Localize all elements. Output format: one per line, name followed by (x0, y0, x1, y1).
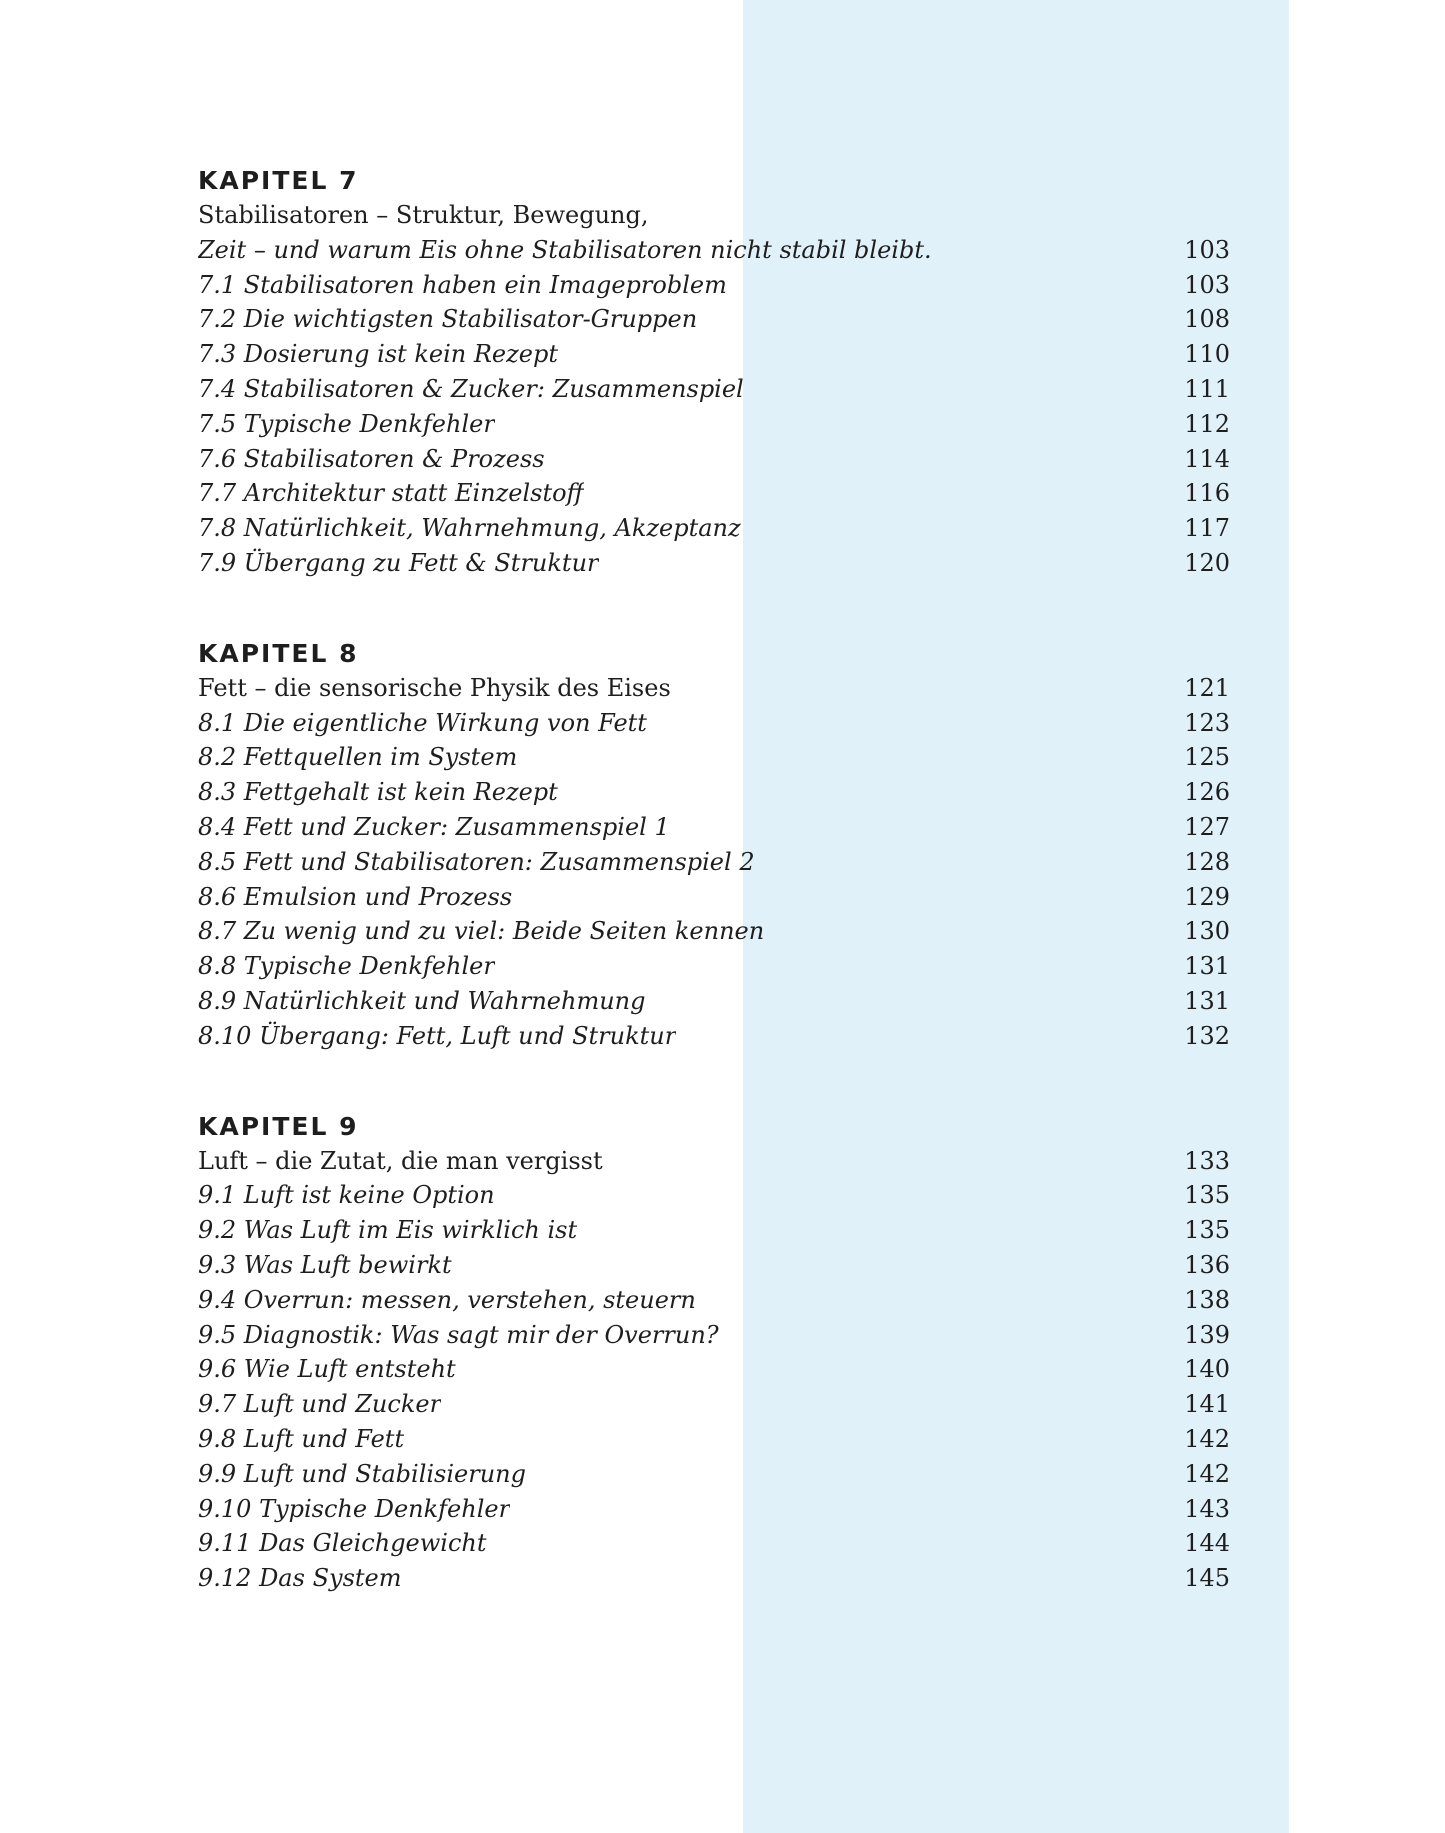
toc-entry (198, 511, 1230, 546)
page-number: 142 (1184, 1424, 1230, 1453)
toc-entry (198, 1352, 1230, 1387)
page-number: 129 (1184, 882, 1230, 911)
toc-entry (198, 337, 1230, 372)
chapter-label: KAPITEL 7 (198, 166, 359, 195)
toc-entry (198, 949, 1230, 984)
toc-entry (198, 1178, 1230, 1213)
page-number: 117 (1184, 514, 1230, 543)
page-number: 120 (1184, 548, 1230, 577)
entry-title: 7.9 Übergang zu Fett & Struktur (198, 548, 599, 577)
toc-entry (198, 914, 1230, 949)
entry-title: 9.10 Typische Denkfehler (198, 1494, 511, 1523)
entry-title: 8.10 Übergang: Fett, Luft und Struktur (198, 1021, 677, 1050)
entry-title: 7.2 Die wichtigsten Stabilisator-Gruppen (198, 305, 698, 334)
entry-title: 9.4 Overrun: messen, verstehen, steuern (198, 1285, 696, 1314)
page-number: 111 (1184, 374, 1230, 403)
entry-title: 8.4 Fett und Zucker: Zusammenspiel 1 (198, 812, 670, 841)
page-number: 143 (1184, 1494, 1230, 1523)
entry-title: 9.5 Diagnostik: Was sagt mir der Overrun? (198, 1320, 719, 1349)
page-number: 127 (1184, 812, 1230, 841)
page-number: 123 (1184, 708, 1230, 737)
page-number: 116 (1184, 479, 1230, 508)
toc-entry (198, 442, 1230, 477)
entry-title: 8.7 Zu wenig und zu viel: Beide Seiten kennen (198, 917, 765, 946)
chapter-title-text: Luft – die Zutat, die man vergisst (198, 1146, 603, 1175)
toc-entry (198, 1213, 1230, 1248)
toc-entry (198, 845, 1230, 880)
entry-title: 8.8 Typische Denkfehler (198, 952, 495, 981)
page-number: 110 (1184, 340, 1230, 369)
page-number: 136 (1184, 1250, 1230, 1279)
table-of-contents (198, 160, 1230, 1654)
entry-title: 9.9 Luft und Stabilisierung (198, 1459, 526, 1488)
chapter-8 (198, 639, 1230, 1054)
entry-title: 9.11 Das Gleichgewicht (198, 1529, 487, 1558)
chapter-title-line (198, 233, 1230, 268)
page-number: 131 (1184, 952, 1230, 981)
page-number: 140 (1184, 1355, 1230, 1384)
entry-title: 9.2 Was Luft im Eis wirklich ist (198, 1216, 578, 1245)
entry-title: 7.6 Stabilisatoren & Prozess (198, 444, 545, 473)
entry-title: 8.9 Natürlichkeit und Wahrnehmung (198, 986, 646, 1015)
toc-entry (198, 1318, 1230, 1353)
page-number: 138 (1184, 1285, 1230, 1314)
page-number: 128 (1184, 847, 1230, 876)
toc-entry (198, 407, 1230, 442)
entry-title: 9.6 Wie Luft entsteht (198, 1355, 456, 1384)
entry-title: 8.6 Emulsion und Prozess (198, 882, 513, 911)
toc-entry (198, 1492, 1230, 1527)
entry-title: 7.1 Stabilisatoren haben ein Imageproblem (198, 270, 727, 299)
entry-title: 9.12 Das System (198, 1564, 402, 1593)
chapter-label: KAPITEL 9 (198, 1111, 359, 1141)
entry-title: 9.1 Luft ist keine Option (198, 1181, 495, 1210)
chapter-title-text: Fett – die sensorische Physik des Eises (198, 673, 671, 702)
page-number: 145 (1184, 1564, 1230, 1593)
page-number: 126 (1184, 778, 1230, 807)
toc-entry (198, 302, 1230, 337)
entry-title: 8.3 Fettgehalt ist kein Rezept (198, 778, 558, 807)
toc-entry (198, 1457, 1230, 1492)
entry-title: 7.4 Stabilisatoren & Zucker: Zusammenspiel (198, 374, 744, 403)
entry-title: 9.8 Luft und Fett (198, 1424, 405, 1453)
entry-title: 7.5 Typische Denkfehler (198, 409, 495, 438)
page-number: 114 (1184, 444, 1230, 473)
entry-title: 8.2 Fettquellen im System (198, 743, 518, 772)
page-number: 103 (1184, 235, 1230, 264)
entry-title: 9.3 Was Luft bewirkt (198, 1250, 452, 1279)
page-number: 103 (1184, 270, 1230, 299)
page-number: 108 (1184, 305, 1230, 334)
chapter-title-line (198, 198, 1230, 233)
entry-title: 8.1 Die eigentliche Wirkung von Fett (198, 708, 647, 737)
toc-entry (198, 1526, 1230, 1561)
page-number: 125 (1184, 743, 1230, 772)
page-number: 130 (1184, 917, 1230, 946)
page-number: 135 (1184, 1181, 1230, 1210)
entry-title: 7.7 Architektur statt Einzelstoff (198, 479, 584, 508)
page-number: 121 (1184, 673, 1230, 702)
chapter-title-line (198, 671, 1230, 706)
toc-entry (198, 1422, 1230, 1457)
entry-title: 9.7 Luft und Zucker (198, 1390, 442, 1419)
toc-entry (198, 1561, 1230, 1596)
chapter-7 (198, 166, 1230, 581)
toc-entry (198, 1248, 1230, 1283)
toc-entry (198, 1019, 1230, 1054)
toc-entry (198, 775, 1230, 810)
toc-entry (198, 984, 1230, 1019)
chapter-title-text: Zeit – und warum Eis ohne Stabilisatoren nicht stabil bleibt. (198, 235, 932, 264)
page-number: 142 (1184, 1459, 1230, 1488)
chapter-9 (198, 1112, 1230, 1596)
page-number: 141 (1184, 1390, 1230, 1419)
chapter-title-line (198, 1144, 1230, 1179)
toc-entry (198, 546, 1230, 581)
toc-entry (198, 372, 1230, 407)
page-number: 139 (1184, 1320, 1230, 1349)
toc-entry (198, 268, 1230, 303)
toc-entry (198, 706, 1230, 741)
toc-entry (198, 1283, 1230, 1318)
chapter-label: KAPITEL 8 (198, 638, 359, 668)
entry-title: 7.8 Natürlichkeit, Wahrnehmung, Akzeptanz (198, 514, 741, 543)
toc-entry (198, 476, 1230, 511)
page-number: 112 (1184, 409, 1230, 438)
entry-title: 7.3 Dosierung ist kein Rezept (198, 340, 558, 369)
chapter-title-text: Stabilisatoren – Struktur, Bewegung, (198, 201, 649, 229)
toc-entry (198, 810, 1230, 845)
page-number: 132 (1184, 1021, 1230, 1050)
entry-title: 8.5 Fett und Stabilisatoren: Zusammenspiel 2 (198, 847, 755, 876)
toc-entry (198, 880, 1230, 915)
toc-entry (198, 740, 1230, 775)
toc-entry (198, 1387, 1230, 1422)
page-number: 135 (1184, 1216, 1230, 1245)
page-number: 131 (1184, 986, 1230, 1015)
page-number: 144 (1184, 1529, 1230, 1558)
page-number: 133 (1184, 1146, 1230, 1175)
